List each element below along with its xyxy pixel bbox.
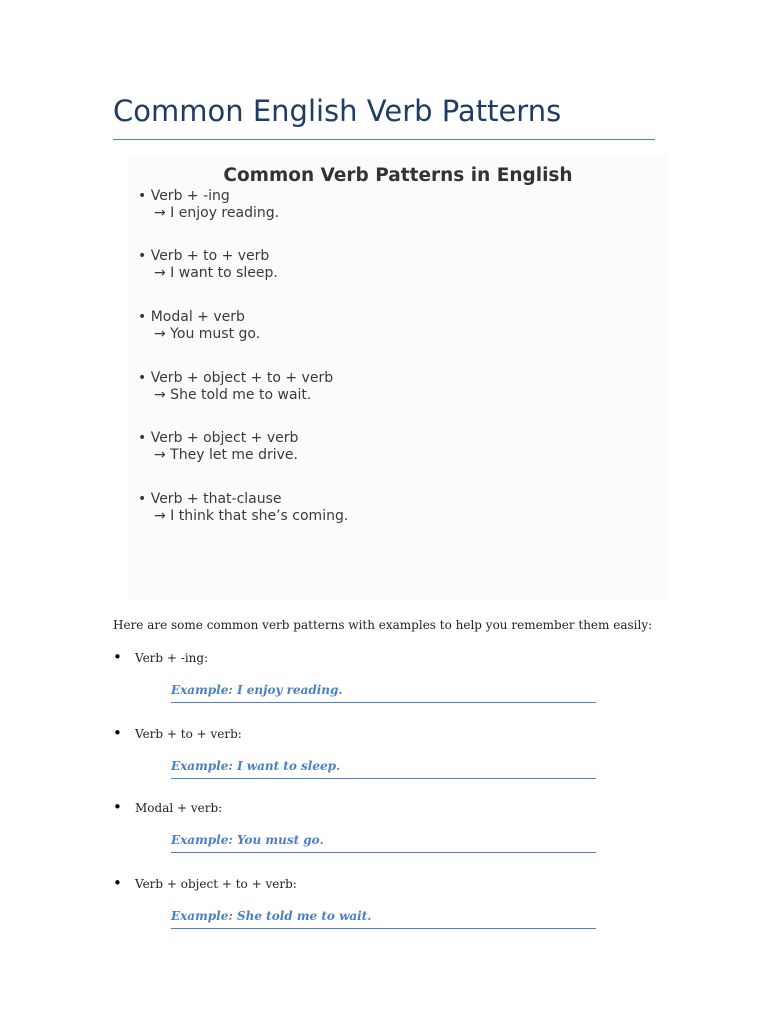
figure-item-example: → You must go. (154, 326, 261, 342)
bullet-icon: • (113, 648, 122, 666)
figure-item (138, 370, 333, 404)
bullet-icon: • (113, 724, 122, 742)
verb-patterns-figure (128, 155, 668, 600)
figure-item-pattern: • Verb + that-clause (138, 491, 282, 507)
figure-item-pattern: • Modal + verb (138, 309, 245, 325)
figure-item-example: → They let me drive. (154, 447, 298, 463)
list-item-label: Verb + object + to + verb: (135, 877, 297, 891)
figure-item-pattern: • Verb + object + verb (138, 430, 299, 446)
list-item-label: Modal + verb: (135, 801, 223, 815)
figure-item-example: → I think that she’s coming. (154, 508, 349, 524)
figure-item-example: → I enjoy reading. (154, 205, 280, 221)
list-item-example: Example: I want to sleep. (171, 759, 596, 779)
figure-item (138, 430, 298, 464)
title-underline (113, 139, 655, 140)
figure-item-example: → She told me to wait. (154, 387, 312, 403)
figure-item (138, 188, 279, 222)
figure-item-example: → I want to sleep. (154, 265, 278, 281)
figure-item (138, 309, 260, 343)
bullet-icon: • (113, 874, 122, 892)
list-item-example: Example: I enjoy reading. (171, 683, 596, 703)
intro-paragraph: Here are some common verb patterns with examples to help you remember them easily: (113, 618, 653, 632)
figure-item (138, 248, 278, 282)
figure-title: Common Verb Patterns in English (223, 165, 573, 186)
list-item-example: Example: You must go. (171, 833, 596, 853)
list-item-label: Verb + -ing: (135, 651, 209, 665)
figure-item-pattern: • Verb + -ing (138, 188, 230, 204)
figure-item-pattern: • Verb + object + to + verb (138, 370, 334, 386)
list-item-label: Verb + to + verb: (135, 727, 242, 741)
bullet-icon: • (113, 798, 122, 816)
figure-item (138, 491, 348, 525)
list-item-example: Example: She told me to wait. (171, 909, 596, 929)
figure-item-pattern: • Verb + to + verb (138, 248, 270, 264)
document-title: Common English Verb Patterns (113, 94, 562, 128)
